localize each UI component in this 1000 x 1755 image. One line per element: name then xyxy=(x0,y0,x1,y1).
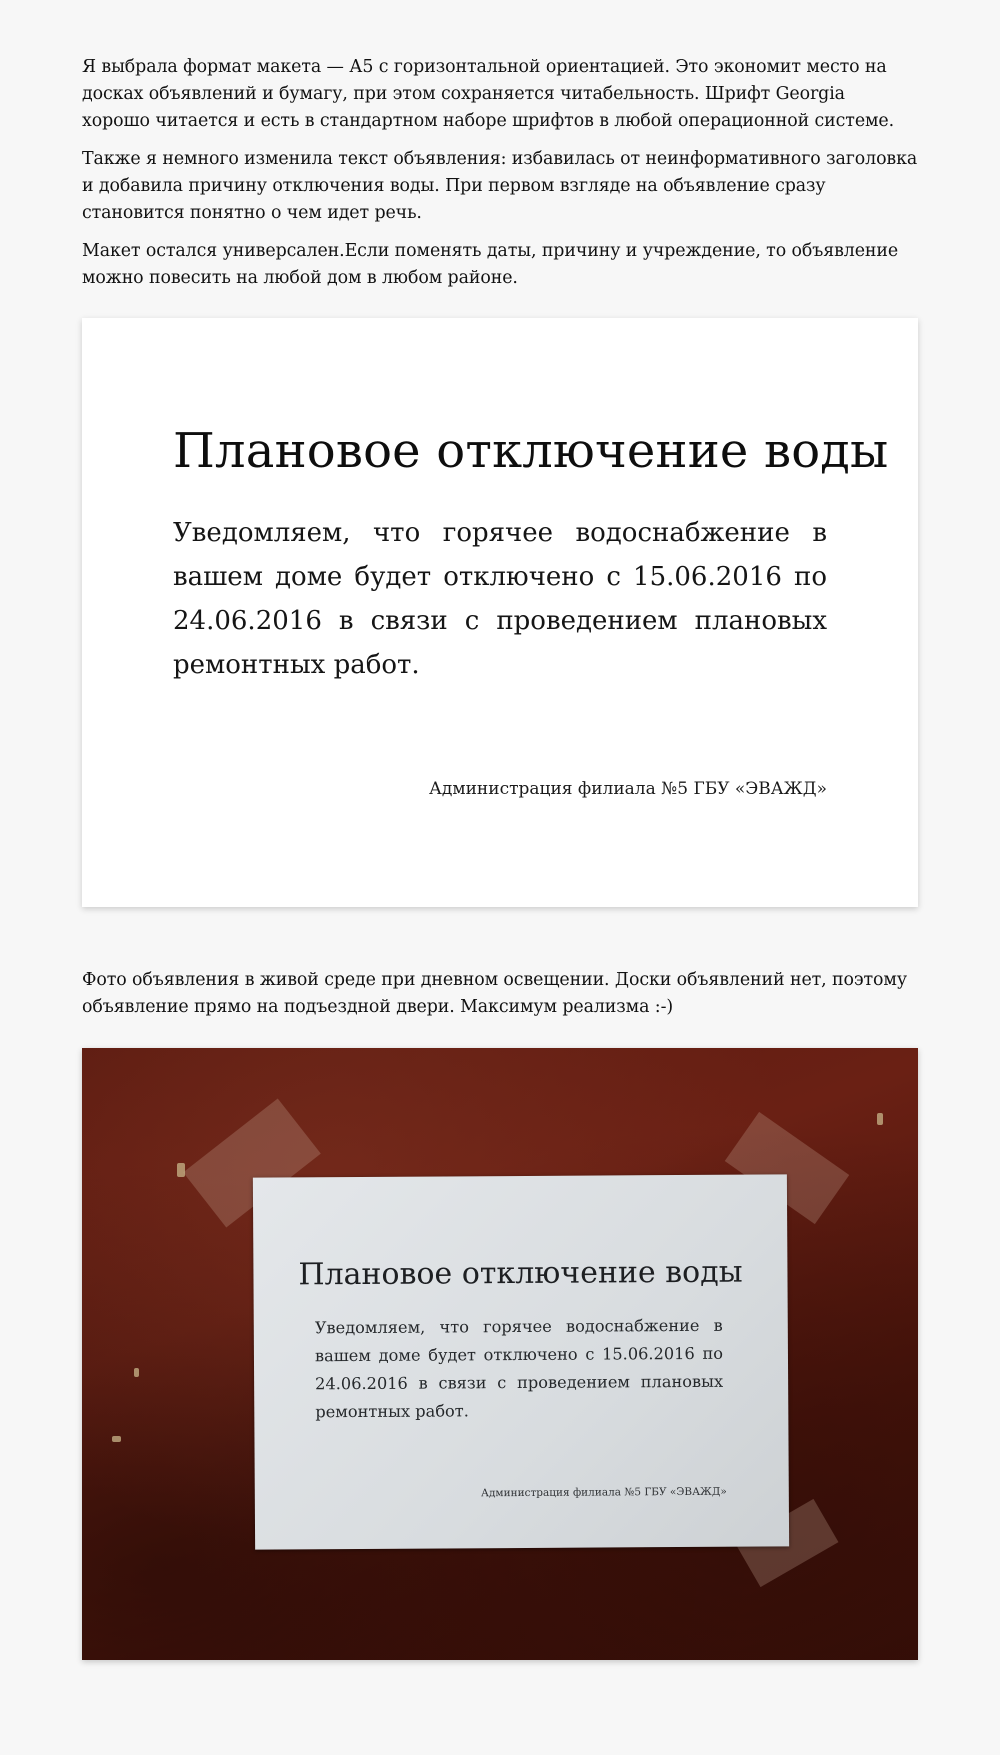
paint-chip xyxy=(177,1163,185,1177)
paint-chip xyxy=(112,1436,121,1442)
photo-paper xyxy=(253,1174,789,1549)
photo-notice-body: Уведомляем, что горячее водоснабжение в вашем доме будет отключено с 15.06.2016 по 24.06.2016 в связи с проведением плановых ремонтных работ. xyxy=(314,1315,724,1422)
notice-title: Плановое отключение воды xyxy=(173,423,889,479)
photo-notice-signature: Администрация филиала №5 ГБУ «ЭВАЖД» xyxy=(480,1485,727,1500)
paint-chip xyxy=(134,1368,139,1377)
intro-paragraph-format: Я выбрала формат макета — А5 с горизонтальной ориентацией. Это экономит место на досках объявлений и бумагу, при этом сохраняется читабельность. Шрифт Georgia хорошо читается и есть в стандартном наборе шрифтов в любой операционной системе. xyxy=(82,57,895,131)
intro-text xyxy=(82,54,918,303)
intro-paragraph-universal: Макет остался универсален.Если поменять даты, причину и учреждение, то объявление можно повесить на любой дом в любом районе. xyxy=(82,241,899,288)
notice-photo xyxy=(82,1048,918,1660)
paint-chip xyxy=(877,1113,883,1125)
photo-notice-title: Плановое отключение воды xyxy=(298,1254,743,1293)
intro-paragraph-text-changes: Также я немного изменила текст объявления: избавилась от неинформативного заголовка и добавила причину отключения воды. При первом взгляде на объявление сразу становится понятно о чем идет речь. xyxy=(82,149,918,223)
notice-body: Уведомляем, что горячее водоснабжение в вашем доме будет отключено с 15.06.2016 по 24.06.2016 в связи с проведением плановых ремонтных работ. xyxy=(173,518,827,680)
notice-signature: Администрация филиала №5 ГБУ «ЭВАЖД» xyxy=(429,779,827,799)
notice-layout-card xyxy=(82,318,918,907)
photo-caption: Фото объявления в живой среде при дневном освещении. Доски объявлений нет, поэтому объявление прямо на подъездной двери. Максимум реализма :-) xyxy=(82,970,907,1017)
